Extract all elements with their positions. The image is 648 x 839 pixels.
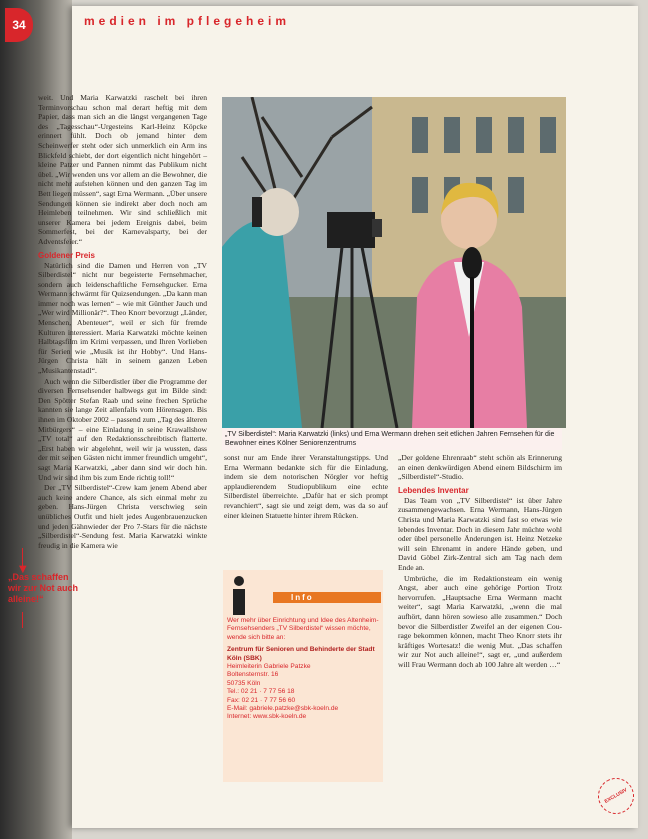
paragraph: Natürlich sind die Damen und Herren von „TV Silberdistel“ nicht nur begeisterte Fernsehmacher, sondern auch leidenschaftliche Fernsehgucker. Erna Wermann schwärmt für Quizsendungen. „Da kann man immer noch was lernen“ – wie mit Günther Jauch und „Wer wird Millionär?“. Theo Knorr bevorzugt „Länder, Menschen, Abenteuer“, weil er sich für fremde Kulturen interessiert. Maria Karwatzki möchte keinen Halbtagsfilm im Krimi verpassen, und Ihren Vorlieben für Serien wie „Musik ist ihr Hobby“. Und Hans-Jürgen Christa hält in seinem ganzen Leben „Musikantenstadl“. — [38, 260, 207, 376]
article-column-2 — [224, 453, 388, 521]
info-web: Internet: www.sbk-koeln.de — [227, 713, 307, 721]
info-contact: Heimleiterin Gabriele Patzke — [227, 663, 311, 671]
paragraph: Das Team von „TV Silberdistel“ ist über Jahre zusammengewachsen. Erna Wermann, Hans-Jürgen Christa und Maria Karwatzki sind fast so etwas wie lebendes Inventar. Doch in diesem Jahr müchte wohl oder übel personelle Änderungen ist. Heinz Netzeke will sein Ehrenamt in andere Hände geben, und David Göbel Zirk-Zentral sich am Tag nach dem Ende an. — [398, 495, 562, 572]
paragraph: sonst nur am Ende ihrer Veranstaltungstipps. Und Erna Wermann bedankte sich für die Einladung, indem sie dem notorischen Nörgler vor heftig applaudierendem Studiopublikum eine echte Silberdistel überreichte. „Dafür hat er sich prompt revanchiert“, sagt sie und zeigt dem, was da so auf einer kleinen Statuette hinter ihrem Rücken. — [224, 453, 388, 520]
photo-illustration — [222, 97, 566, 428]
info-icon — [227, 575, 251, 617]
info-fax: Fax: 02 21 · 7 77 56 60 — [227, 696, 296, 704]
info-intro: Wer mehr über Einrichtung und Idee des Altenheim-Fernsehsenders „TV Silberdistel“ wissen möchte, wende sich bitte an: — [227, 617, 379, 641]
info-street: Boltensternstr. 16 — [227, 671, 279, 679]
info-label: Info — [273, 592, 381, 603]
paragraph: „Der goldene Ehrenraab“ steht schön als Erinnerung an einen denkwürdigen Abend einem Bildschirm im „Silberdistel“-Studio. — [398, 453, 562, 482]
article-column-3 — [398, 453, 562, 670]
pull-quote-marker-icon: ▼ — [19, 564, 27, 575]
info-org: Zentrum für Senioren und Behinderte der Stadt Köln (SBK) — [227, 646, 375, 662]
page-number: 34 — [5, 8, 33, 42]
info-box — [223, 570, 383, 782]
article-column-1 — [38, 93, 207, 551]
paragraph: Der „TV Silberdistel“-Crew kam jenem Abend aber auch keine andere Chance, als sich einmal mehr zu geben. Hans-Jürgen Christa verschwieg sein unübliches Outfit und hielt jedes Augenbrauenzucken und jeden Gähnwieder der Pro 7-Stars für die nächste „Silberdistel“-Sendung fest. Maria Karwatzki winkte freudig in die Kamera wie — [38, 483, 207, 550]
exclusive-stamp: EXCLUSIV — [591, 771, 640, 820]
paragraph: weit. Und Maria Karwatzki raschelt bei ihren Terminvorschau schon mal derart heftig mit dem Papier, dass man sich an die längst vergangenen Tage des „Tagesschau“-Urgesteins Karl-Heinz Köpcke erinnert fühlt. Doch ob jemand hinter dem Scheinwerfer steht oder sich unmerklich ein Arm ins Blickfeld schiebt, der dort eigentlich nicht hingehört – kleine Patzer und Pannen nimmt das Publikum nicht übel. „Wir wenden uns vor allem an die Bewohner, die nicht mehr aufstehen können und den ganzen Tag im Bett liegen müssen“, sagt Erna Wermann. „Über unsere Sendungen können sie indirekt aber doch noch am Heimleben teilnehmen. Wir sind schließlich mit unserer Kamera bei jedem Ereignis dabei, beim Sommerfest, bei der Karnevalsparty, bei der Adventsfeier.“ — [38, 93, 207, 246]
article-photo — [222, 97, 566, 428]
paragraph: Umbrüche, die im Redaktionsteam ein wenig Angst, aber auch eine gehörige Portion Trotz hervorrufen. „Hauptsache Erna Wermann macht weiter“, sagt Maria Karwatzki, „wenn die mal aufhört, dann hören sowieso alle zusammen.“ Doch bevor die Silberdistler Zweifel an der eigenen Courage bekommen können, macht Theo Knorr stets ihr kräftiges Wortesatz! die wenig Mut. „Das schaffen wir zur Not auch alleine!“, sagt er, „und außerdem will Frau Wermann doch ab 100 Jahre alt werden …“ — [398, 573, 562, 669]
info-tel: Tel.: 02 21 · 7 77 56 18 — [227, 688, 295, 696]
info-email: E-Mail: gabriele.patzke@sbk-koeln.de — [227, 705, 339, 713]
photo-caption: „TV Silberdistel“: Maria Karwatzki (links) und Erna Wermann drehen seit etlichen Jahren Fernsehen für die Bewohner eines Kölner Seniorenzentrums — [222, 428, 562, 450]
pull-quote: „Das schaffen wir zur Not auch alleine!“ — [8, 572, 79, 604]
paragraph: Auch wenn die Silberdistler über die Programme der diversen Fernsehsender halbwegs gut im Bilde sind: Den Spötter Stefan Raab und seine frechen Sprüche kannten sie lange Zeit allenfalls vom Hörensagen. Bis ihnen im Oktober 2002 – passend zum „Tag des älteren Mitbürgers“ – eine Einladung in seine Krawallshow „TV total“ auf den Redaktionsschreibtisch flatterte. „Erst haben wir abgelehnt, weil wir ja wussten, dass der mit seinen Gästen nicht immer freundlich umgeht“, sagt Maria Karwatzki, „aber dann sind wir doch hin. Und wir sind ihm bis zum Ende richtig toll!“ — [38, 376, 207, 482]
info-city: 50735 Köln — [227, 679, 261, 687]
pull-quote-rule-bottom — [22, 612, 23, 628]
subheading-goldener-preis: Goldener Preis — [38, 250, 95, 260]
info-body — [227, 617, 381, 722]
section-header: medien im pflegeheim — [84, 14, 291, 28]
subheading-lebendes-inventar: Lebendes Inventar — [398, 485, 469, 495]
